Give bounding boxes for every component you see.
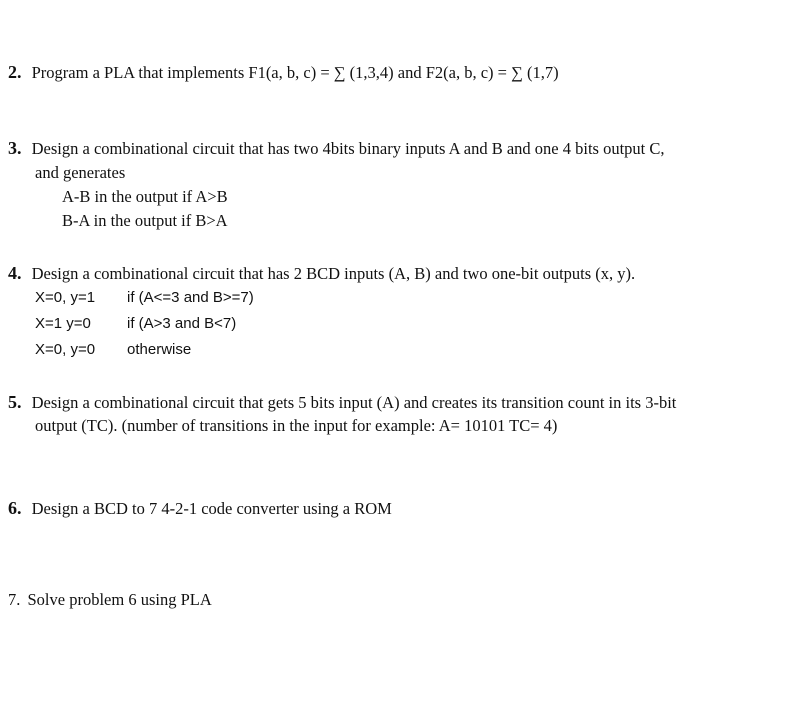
- question-text: Design a BCD to 7 4-2-1 code converter using a ROM: [31, 499, 392, 518]
- question-3: [8, 138, 665, 159]
- question-4: [8, 263, 635, 284]
- condition-text: if (A<=3 and B>=7): [127, 289, 254, 306]
- question-number: 7.: [8, 590, 21, 609]
- condition-text: otherwise: [127, 341, 192, 358]
- output-value: X=0, y=0: [35, 341, 96, 358]
- question-text-line: Design a combinational circuit that has two 4bits binary inputs A and B and one 4 bits output C,: [31, 139, 665, 158]
- question-number: 5.: [8, 392, 22, 412]
- question-3-continuation: and generates: [35, 163, 126, 182]
- question-3-case: B-A in the output if B>A: [62, 211, 228, 230]
- question-2: [8, 62, 559, 83]
- question-number: 6.: [8, 498, 22, 518]
- question-6: [8, 498, 392, 519]
- question-text-line: Design a combinational circuit that gets 5 bits input (A) and creates its transition count in its 3-bit: [31, 393, 677, 412]
- question-number: 4.: [8, 263, 22, 283]
- output-value: X=1 y=0: [35, 315, 91, 332]
- question-text: Program a PLA that implements F1(a, b, c) = ∑ (1,3,4) and F2(a, b, c) = ∑ (1,7): [31, 63, 559, 82]
- question-5: [8, 392, 676, 413]
- output-value: X=0, y=1: [35, 289, 96, 306]
- question-5-continuation: output (TC). (number of transitions in the input for example: A= 10101 TC= 4): [35, 416, 558, 435]
- question-text: Solve problem 6 using PLA: [27, 590, 212, 609]
- question-text: Design a combinational circuit that has 2 BCD inputs (A, B) and two one-bit outputs (x, y).: [31, 264, 636, 283]
- condition-text: if (A>3 and B<7): [127, 315, 237, 332]
- question-3-case: A-B in the output if A>B: [62, 187, 228, 206]
- question-7: [8, 590, 212, 610]
- question-number: 2.: [8, 62, 22, 82]
- question-number: 3.: [8, 138, 22, 158]
